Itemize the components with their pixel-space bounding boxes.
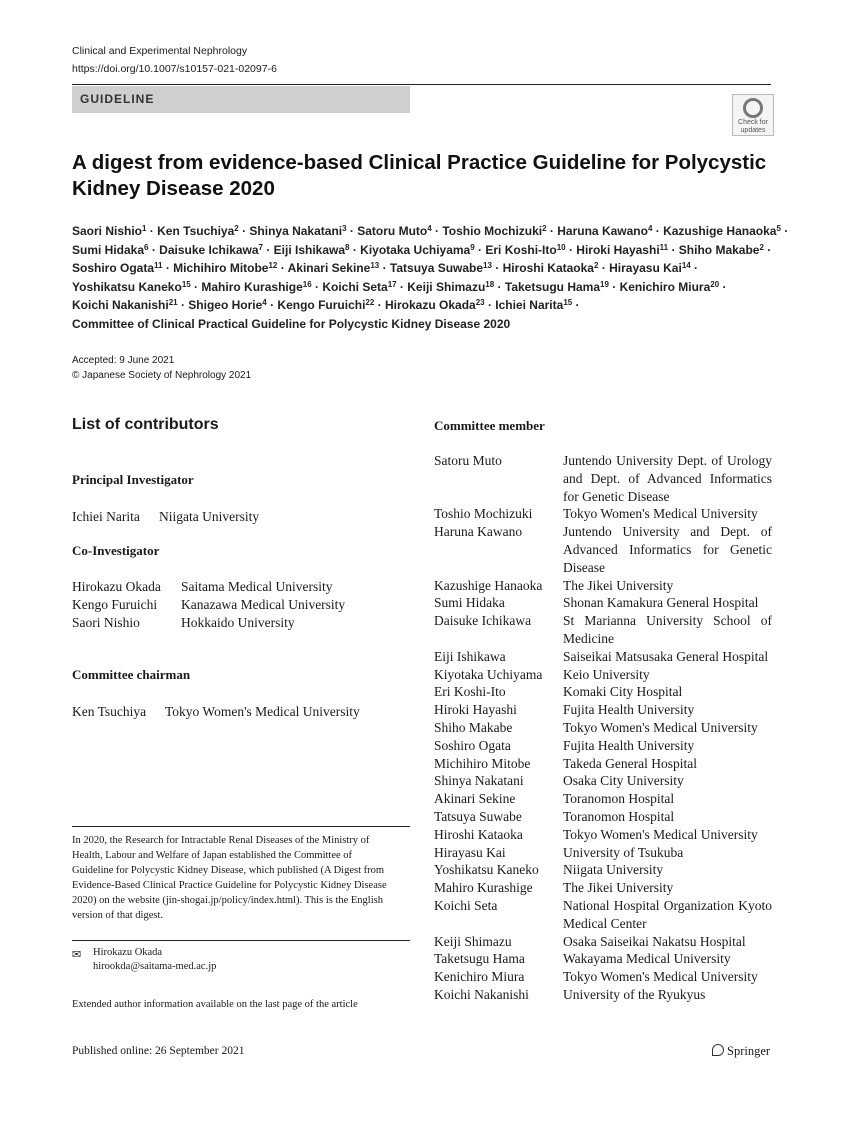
author-affiliation-number[interactable]: 11 xyxy=(154,261,163,270)
committee-member-row xyxy=(434,505,774,523)
committee-member-affiliation: Tokyo Women's Medical University xyxy=(563,826,758,842)
author-name[interactable]: Committee of Clinical Practical Guideline for Polycystic Kidney Disease 2020 xyxy=(72,316,511,331)
author-affiliation-number[interactable]: 10 xyxy=(556,242,566,252)
author-affiliation-number[interactable]: 13 xyxy=(370,261,380,270)
committee-member-affiliation: Saiseikai Matsusaka General Hospital xyxy=(563,648,769,664)
committee-member-name: Daisuke Ichikawa xyxy=(434,613,532,629)
author-list: Saori Nishio$^1$ · Ken Tsuchiya$^2$ · Shinya Nakatani$^3$ · Satoru Muto$^4$ · Toshio Mochizuki$^2$ · Haruna Kawano$^4$ · Kazushige Hanaoka$^5$ · Sumi Hidaka$^6$ · Daisuke Ichikawa$^7$ · Eiji Ishikawa$^8$ · Kiyotaka Uchiyama$^9$ · Eri Koshi-Ito$^{10}$ · Hiroki Hayashi$^{11}$ · Shiho Makabe$^2$ · Soshiro Ogata$^{11}$ · Michihiro Mitobe$^{12}$ · Akinari Sekine$^{13}$ · Tatsuya Suwabe$^{13}$ · Hiroshi Kataoka$^2$ · Hirayasu Kai$^{14}$ · Yoshikatsu Kaneko$^{15}$ · Mahiro Kurashige$^{16}$ · Koichi Seta$^{17}$ · Keiji Shimazu$^{18}$ · Taketsugu Hama$^{19}$ · Kenichiro Miura$^{20}$ · Koichi Nakanishi$^{21}$ · Shigeo Horie$^4$ · Kengo Furuichi$^{22}$ · Hirokazu Okada$^{23}$ · Ichiei Narita$^{15}$ · Committee of Clinical Practical Guideline for Polycystic Kidney Disease 2020 xyxy=(72,224,789,331)
committee-member-name: Soshiro Ogata xyxy=(434,737,511,753)
publisher-logo xyxy=(712,1044,770,1059)
committee-member-row xyxy=(434,523,774,576)
committee-member-name: Taketsugu Hama xyxy=(434,951,525,967)
committee-member-row xyxy=(434,594,774,612)
co-investigator-name: Kengo Furuichi xyxy=(72,597,158,612)
committee-member-row xyxy=(434,648,774,666)
journal-name: Clinical and Experimental Nephrology xyxy=(72,45,248,57)
co-investigator-name: Hirokazu Okada xyxy=(72,579,161,594)
committee-member-row xyxy=(434,666,774,684)
author-name[interactable]: Hirokazu Okada xyxy=(385,298,476,312)
committee-member-row xyxy=(434,452,774,505)
committee-member-affiliation: Osaka Saiseikai Nakatsu Hospital xyxy=(563,933,746,949)
author-name[interactable]: Kenichiro Miura xyxy=(619,279,711,294)
author-affiliation-number[interactable]: 12 xyxy=(268,261,278,270)
co-investigator-heading: Co-Investigator xyxy=(72,543,160,558)
committee-member-affiliation: University of Tsukuba xyxy=(563,844,684,860)
article-type-banner xyxy=(72,86,410,113)
author-affiliation-number[interactable]: 21 xyxy=(168,298,178,307)
committee-member-affiliation: Shonan Kamakura General Hospital xyxy=(563,595,759,611)
author-name[interactable]: Hiroshi Kataoka xyxy=(502,261,594,275)
author-affiliation-number[interactable]: 23 xyxy=(475,298,485,307)
committee-member-affiliation: Fujita Health University xyxy=(563,702,695,718)
author-affiliation-number[interactable]: 17 xyxy=(387,279,397,289)
committee-member-row xyxy=(434,719,774,737)
committee-member-affiliation: Toranomon Hospital xyxy=(563,791,675,807)
author-affiliation-number[interactable]: 3 xyxy=(342,224,347,233)
published-date: Published online: 26 September 2021 xyxy=(72,1045,245,1057)
committee-chairman-row xyxy=(72,704,360,720)
committee-member-name: Sumi Hidaka xyxy=(434,595,505,611)
committee-member-affiliation: The Jikei University xyxy=(563,880,674,896)
author-name[interactable]: Sumi Hidaka xyxy=(72,242,145,257)
author-name[interactable]: Ken Tsuchiya xyxy=(157,224,235,238)
author-affiliation-number[interactable]: 2 xyxy=(759,242,764,252)
author-affiliation-number[interactable]: 2 xyxy=(542,224,547,233)
committee-member-name: Hirayasu Kai xyxy=(434,844,506,860)
author-name[interactable]: Soshiro Ogata xyxy=(72,261,155,275)
committee-member-affiliation: University of the Ryukyus xyxy=(563,986,706,1002)
committee-member-row xyxy=(434,772,774,790)
author-affiliation-number[interactable]: 11 xyxy=(659,242,669,252)
author-affiliation-number[interactable]: 1 xyxy=(142,224,147,233)
author-name[interactable]: Ichiei Narita xyxy=(495,298,564,312)
committee-member-affiliation: Juntendo University and Dept. of Advanced Informatics for Genetic Disease xyxy=(563,524,772,575)
committee-member-row xyxy=(434,844,774,862)
author-name[interactable]: Satoru Muto xyxy=(357,224,428,238)
author-name[interactable]: Akinari Sekine xyxy=(287,261,371,275)
author-name[interactable]: Tatsuya Suwabe xyxy=(389,261,484,275)
co-investigator-row xyxy=(72,615,295,631)
co-investigator-row xyxy=(72,579,333,595)
corresponding-author-email[interactable]: hirookda@saitama-med.ac.jp xyxy=(93,961,217,972)
committee-member-name: Hiroki Hayashi xyxy=(434,702,517,718)
committee-member-affiliation: Toranomon Hospital xyxy=(563,808,675,824)
committee-member-name: Satoru Muto xyxy=(434,453,502,468)
author-affiliation-number[interactable]: 16 xyxy=(302,279,312,289)
author-name[interactable]: Shigeo Horie xyxy=(188,298,263,312)
committee-member-name: Yoshikatsu Kaneko xyxy=(434,862,539,878)
committee-member-name: Shinya Nakatani xyxy=(434,773,524,789)
co-investigator-row xyxy=(72,597,346,613)
co-investigator-affiliation: Saitama Medical University xyxy=(181,579,333,594)
committee-chairman-heading: Committee chairman xyxy=(72,667,191,682)
committee-member-name: Eri Koshi-Ito xyxy=(434,684,506,700)
author-affiliation-number[interactable]: 6 xyxy=(144,242,149,252)
author-affiliation-number[interactable]: 4 xyxy=(647,224,653,233)
committee-member-name: Shiho Makabe xyxy=(434,719,513,735)
footnote-text: In 2020, the Research for Intractable Renal Diseases of the Ministry of Health, Labour and Welfare of Japan established the Committee of Guideline for Polycystic Kidney Disease, which published (A Digest from Evidence-Based Clinical Practice Guideline for Polycystic Kidney Disease 2020) on the website (jin-shogai.jp/policy/index.html). This is the English version of that digest. xyxy=(72,835,387,921)
author-affiliation-number[interactable]: 15 xyxy=(563,298,573,307)
author-name[interactable]: Saori Nishio xyxy=(72,224,143,238)
committee-member-row xyxy=(434,737,774,755)
committee-member-name: Hiroshi Kataoka xyxy=(434,826,523,842)
author-affiliation-number[interactable]: 15 xyxy=(181,279,191,289)
author-affiliation-number[interactable]: 4 xyxy=(262,298,267,307)
principal-investigator-heading: Principal Investigator xyxy=(72,472,194,487)
committee-member-affiliation: Tokyo Women's Medical University xyxy=(563,719,758,735)
mail-icon: ✉ xyxy=(72,949,82,961)
corresponding-author-name: Hirokazu Okada xyxy=(93,947,163,958)
author-affiliation-number[interactable]: 18 xyxy=(485,279,495,289)
committee-member-row xyxy=(434,968,774,986)
contributors-heading: List of contributors xyxy=(72,416,219,433)
committee-member-row xyxy=(434,790,774,808)
committee-member-affiliation: Komaki City Hospital xyxy=(563,684,683,700)
check-updates-line-1: Check for xyxy=(738,119,768,126)
committee-member-row xyxy=(434,577,774,595)
author-name[interactable]: Yoshikatsu Kaneko xyxy=(72,279,182,294)
crossmark-icon xyxy=(743,98,763,118)
author-affiliation-number[interactable]: 20 xyxy=(710,279,720,289)
committee-member-name: Michihiro Mitobe xyxy=(434,755,531,771)
co-investigator-affiliation: Kanazawa Medical University xyxy=(181,597,346,612)
author-affiliation-number[interactable]: 8 xyxy=(345,242,350,252)
committee-member-affiliation: Tokyo Women's Medical University xyxy=(563,969,758,985)
article-type-label: GUIDELINE xyxy=(80,92,155,106)
author-name[interactable]: Taketsugu Hama xyxy=(504,279,601,294)
principal-investigator-row xyxy=(72,509,260,525)
author-name[interactable]: Michihiro Mitobe xyxy=(173,261,269,275)
committee-member-affiliation: St Marianna University School of Medicine xyxy=(563,613,772,646)
author-name[interactable]: Eiji Ishikawa xyxy=(273,242,346,257)
header-divider xyxy=(72,84,771,85)
committee-chairman-name: Ken Tsuchiya xyxy=(72,704,147,719)
footnote-divider xyxy=(72,940,410,941)
committee-member-name: Haruna Kawano xyxy=(434,524,523,540)
accepted-date: Accepted: 9 June 2021 xyxy=(72,355,175,366)
committee-member-row xyxy=(434,879,774,897)
author-affiliation-number[interactable]: 4 xyxy=(427,224,432,233)
committee-member-name: Kazushige Hanaoka xyxy=(434,577,543,593)
committee-member-list xyxy=(434,452,774,1004)
committee-member-row xyxy=(434,701,774,719)
doi-link[interactable]: https://doi.org/10.1007/s10157-021-02097-6 xyxy=(72,63,277,75)
committee-member-affiliation: Tokyo Women's Medical University xyxy=(563,506,758,522)
committee-member-row xyxy=(434,826,774,844)
committee-member-heading: Committee member xyxy=(434,418,545,433)
committee-member-row xyxy=(434,683,774,701)
author-name[interactable]: Haruna Kawano xyxy=(557,224,648,238)
committee-member-name: Eiji Ishikawa xyxy=(434,648,506,664)
committee-member-affiliation: Takeda General Hospital xyxy=(563,755,697,771)
author-affiliation-number[interactable]: 19 xyxy=(600,279,609,289)
committee-chairman-affiliation: Tokyo Women's Medical University xyxy=(165,704,360,719)
author-affiliation-number[interactable]: 5 xyxy=(776,224,781,233)
check-updates-line-2: updates xyxy=(740,127,766,134)
committee-member-row xyxy=(434,612,774,648)
author-name[interactable]: Mahiro Kurashige xyxy=(201,279,303,294)
author-name[interactable]: Kazushige Hanaoka xyxy=(663,224,777,238)
committee-member-row xyxy=(434,861,774,879)
committee-member-row xyxy=(434,897,774,933)
author-affiliation-number[interactable]: 2 xyxy=(234,224,239,233)
author-name[interactable]: Koichi Nakanishi xyxy=(72,298,169,312)
article-title: A digest from evidence-based Clinical Practice Guideline for Polycystic Kidney Disease 2020 xyxy=(72,151,767,200)
committee-member-row xyxy=(434,986,774,1004)
author-name[interactable]: Koichi Seta xyxy=(322,279,388,294)
author-name[interactable]: Eri Koshi-Ito xyxy=(485,242,557,257)
author-name[interactable]: Toshio Mochizuki xyxy=(442,224,543,238)
principal-investigator-name: Ichiei Narita xyxy=(72,509,140,524)
author-name[interactable]: Hirayasu Kai xyxy=(609,261,682,275)
co-investigator-name: Saori Nishio xyxy=(72,615,140,630)
committee-member-name: Kiyotaka Uchiyama xyxy=(434,666,543,682)
committee-member-name: Keiji Shimazu xyxy=(434,933,512,949)
author-name[interactable]: Daisuke Ichikawa xyxy=(159,242,259,257)
author-affiliation-number[interactable]: 14 xyxy=(681,261,691,270)
author-affiliation-number[interactable]: 7 xyxy=(258,242,263,252)
check-for-updates-badge[interactable] xyxy=(732,94,774,136)
author-name[interactable]: Hiroki Hayashi xyxy=(576,242,660,257)
footnote-divider xyxy=(72,826,410,827)
committee-member-row xyxy=(434,933,774,951)
author-affiliation-number[interactable]: 2 xyxy=(593,261,599,270)
springer-horse-icon xyxy=(712,1044,724,1056)
author-affiliation-number[interactable]: 9 xyxy=(470,242,475,252)
committee-member-name: Koichi Nakanishi xyxy=(434,986,529,1002)
author-name[interactable]: Shiho Makabe xyxy=(678,242,760,257)
principal-investigator-affiliation: Niigata University xyxy=(159,509,260,524)
author-affiliation-number[interactable]: 13 xyxy=(483,261,492,270)
author-name[interactable]: Keiji Shimazu xyxy=(407,279,486,294)
committee-member-name: Mahiro Kurashige xyxy=(434,880,533,896)
committee-member-name: Akinari Sekine xyxy=(434,791,516,807)
committee-member-affiliation: Keio University xyxy=(563,666,650,682)
committee-member-affiliation: Osaka City University xyxy=(563,773,684,789)
committee-member-affiliation: The Jikei University xyxy=(563,577,674,593)
co-investigator-affiliation: Hokkaido University xyxy=(181,615,295,630)
publisher-name: Springer xyxy=(727,1044,771,1058)
committee-member-affiliation: Juntendo University Dept. of Urology and Dept. of Advanced Informatics for Genetic Disease xyxy=(563,453,772,504)
copyright-notice: © Japanese Society of Nephrology 2021 xyxy=(72,370,252,381)
committee-member-affiliation: Niigata University xyxy=(563,862,664,878)
author-name[interactable]: Kiyotaka Uchiyama xyxy=(360,242,471,257)
author-affiliation-number[interactable]: 22 xyxy=(365,298,375,307)
extended-author-info: Extended author information available on the last page of the article xyxy=(72,999,358,1010)
committee-member-affiliation: Wakayama Medical University xyxy=(563,951,731,967)
committee-member-row xyxy=(434,755,774,773)
committee-member-name: Toshio Mochizuki xyxy=(434,506,533,522)
committee-member-name: Tatsuya Suwabe xyxy=(434,808,522,824)
committee-member-name: Koichi Seta xyxy=(434,897,498,913)
committee-member-row xyxy=(434,808,774,826)
committee-member-row xyxy=(434,950,774,968)
author-name[interactable]: Kengo Furuichi xyxy=(277,298,366,312)
author-name[interactable]: Shinya Nakatani xyxy=(249,224,343,238)
committee-member-name: Kenichiro Miura xyxy=(434,969,525,985)
committee-member-affiliation: National Hospital Organization Kyoto Medical Center xyxy=(563,897,772,931)
committee-member-affiliation: Fujita Health University xyxy=(563,737,695,753)
